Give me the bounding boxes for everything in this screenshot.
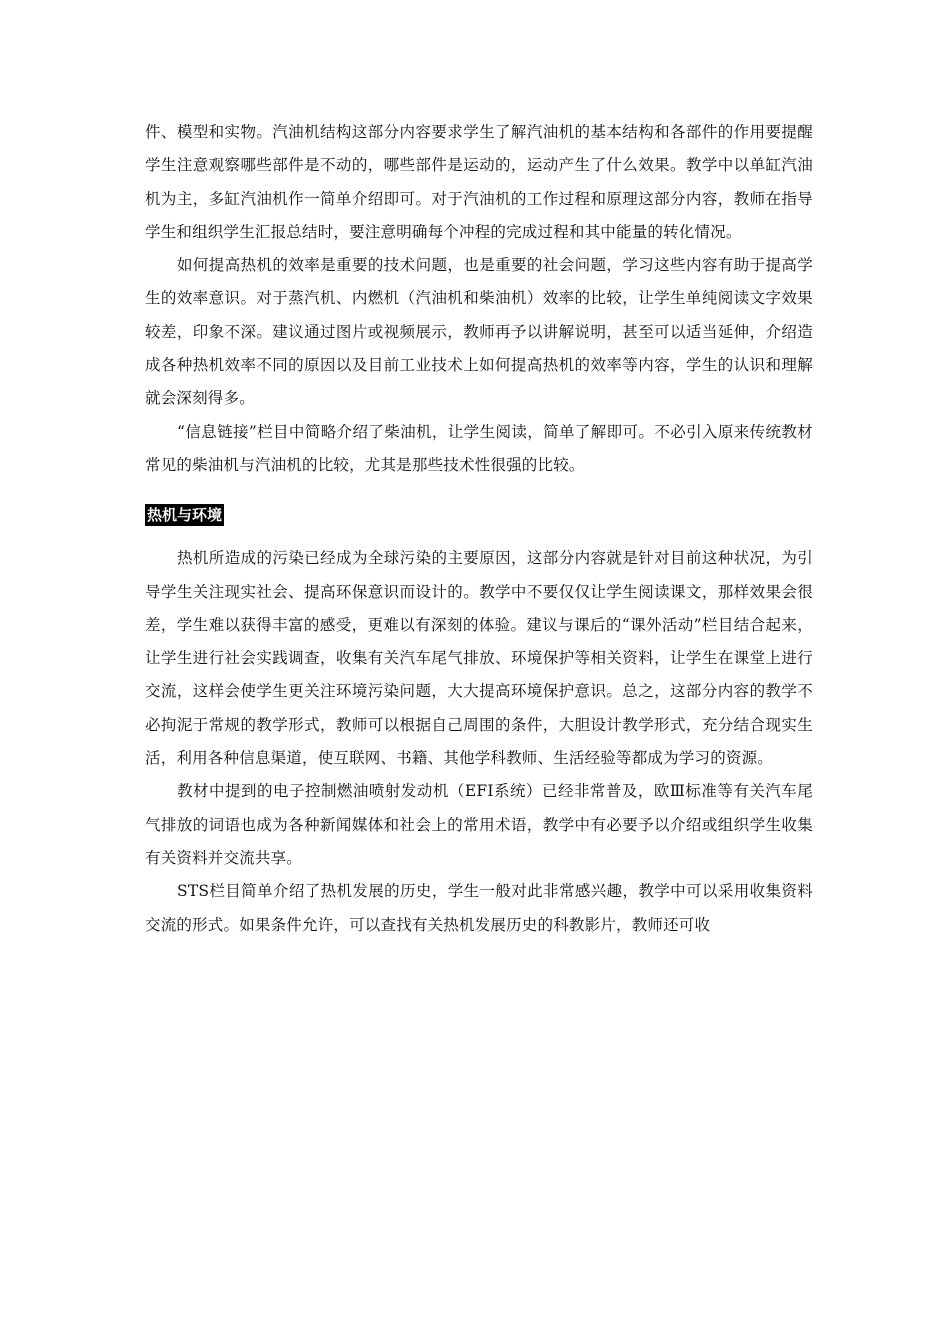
document-page xyxy=(145,116,813,942)
paragraph-engine-efficiency: 如何提高热机的效率是重要的技术问题，也是重要的社会问题，学习这些内容有助于提高学生的效率意识。对于蒸汽机、内燃机（汽油机和柴油机）效率的比较，让学生单纯阅读文字效果较差，印象不深。建议通过图片或视频展示，教师再予以讲解说明，甚至可以适当延伸，介绍造成各种热机效率不同的原因以及目前工业技术上如何提高热机的效率等内容，学生的认识和理解就会深刻得多。 xyxy=(145,256,813,408)
section-heading-wrapper xyxy=(145,482,813,542)
paragraph-sts-history: STS栏目简单介绍了热机发展的历史，学生一般对此非常感兴趣，教学中可以采用收集资料交流的形式。如果条件允许，可以查找有关热机发展历史的科教影片，教师还可收 xyxy=(145,882,813,934)
paragraph-info-link: “信息链接”栏目中简略介绍了柴油机，让学生阅读，简单了解即可。不必引入原来传统教材常见的柴油机与汽油机的比较，尤其是那些技术性很强的比较。 xyxy=(145,422,813,474)
section-heading: 热机与环境 xyxy=(147,506,223,525)
paragraph-pollution: 热机所造成的污染已经成为全球污染的主要原因，这部分内容就是针对目前这种状况，为引导学生关注现实社会、提高环保意识而设计的。教学中不要仅仅让学生阅读课文，那样效果会很差，学生难以获得丰富的感受，更难以有深刻的体验。建议与课后的“课外活动”栏目结合起来，让学生进行社会实践调查，收集有关汽车尾气排放、环境保护等相关资料，让学生在课堂上进行交流，这样会使学生更关注环境污染问题，大大提高环境保护意识。总之，这部分内容的教学不必拘泥于常规的教学形式，教师可以根据自己周围的条件，大胆设计教学形式，充分结合现实生活，利用各种信息渠道，使互联网、书籍、其他学科教师、生活经验等都成为学习的资源。 xyxy=(145,549,813,768)
paragraph-efi-system: 教材中提到的电子控制燃油喷射发动机（EFI系统）已经非常普及，欧Ⅲ标准等有关汽车尾气排放的词语也成为各种新闻媒体和社会上的常用术语，教学中有必要予以介绍或组织学生收集有关资料并交流共享。 xyxy=(145,782,813,867)
paragraph-engine-structure: 件、模型和实物。汽油机结构这部分内容要求学生了解汽油机的基本结构和各部件的作用要提醒学生注意观察哪些部件是不动的，哪些部件是运动的，运动产生了什么效果。教学中以单缸汽油机为主，多缸汽油机作一简单介绍即可。对于汽油机的工作过程和原理这部分内容，教师在指导学生和组织学生汇报总结时，要注意明确每个冲程的完成过程和其中能量的转化情况。 xyxy=(145,123,813,241)
